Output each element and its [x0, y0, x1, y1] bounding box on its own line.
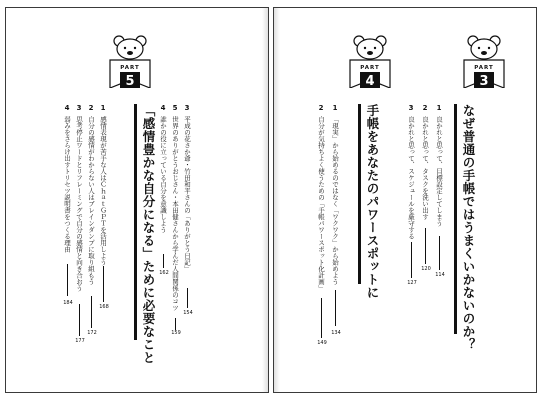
page-number: 168 — [99, 304, 109, 310]
item-number: 5 — [171, 104, 179, 112]
part3-badge — [460, 34, 508, 88]
item-text: 自分の感情がわからない人はブレインダンプに取り組もう — [87, 116, 95, 285]
toc-item[interactable] — [98, 104, 110, 314]
leader-line — [163, 254, 164, 268]
toc-item[interactable] — [182, 104, 194, 316]
item-text: 平成の花さか爺・竹田和平さんの「ありがとう日記」 — [183, 116, 191, 272]
item-number: 1 — [331, 104, 339, 112]
item-text: 感情表現が苦手な人はＣｈａｔＧＰＴを活用しよう — [99, 116, 107, 266]
item-number: 3 — [75, 104, 83, 112]
item-number: 2 — [317, 104, 325, 112]
item-text: 誰かの役に立っている自分を意識しよう — [159, 116, 167, 233]
item-number: 1 — [99, 104, 107, 112]
part4-title: 手帳をあなたのパワースポットに — [365, 104, 380, 299]
item-text: 良かれと思って、タスクを洗い出す — [421, 116, 429, 220]
leader-line — [91, 296, 92, 328]
toc-item[interactable] — [316, 104, 328, 354]
part-number: 3 — [479, 74, 489, 89]
left-page — [5, 7, 269, 393]
toc-item[interactable] — [74, 104, 86, 348]
page-number: 172 — [87, 330, 97, 336]
part5-badge — [106, 34, 154, 88]
page-number: 114 — [435, 272, 445, 278]
leader-line — [411, 242, 412, 278]
part4-title-bar — [358, 104, 380, 299]
toc-item[interactable] — [330, 104, 342, 348]
part-label: PART — [360, 65, 380, 71]
page-number: 162 — [159, 270, 169, 276]
part-label: PART — [120, 65, 140, 71]
part4-badge — [346, 34, 394, 88]
page-number: 184 — [63, 300, 73, 306]
part5-title-bar — [134, 104, 156, 364]
item-text: 良かれと思って、目標設定してしまう — [435, 116, 443, 227]
part-label: PART — [474, 65, 494, 71]
page-number: 177 — [75, 338, 85, 344]
leader-line — [425, 228, 426, 264]
toc-item[interactable] — [420, 104, 432, 284]
leader-line — [79, 304, 80, 336]
leader-line — [103, 266, 104, 302]
item-text: 「現実」から始めるのではなく「ワクワク」から始めよう — [331, 116, 339, 285]
page-number: 159 — [171, 330, 181, 336]
part-number: 4 — [365, 74, 375, 89]
toc-item[interactable] — [406, 104, 418, 294]
item-number: 3 — [183, 104, 191, 112]
item-number: 2 — [87, 104, 95, 112]
item-text: 弱みをさらけ出すトリセツ説明書をつくる理由 — [63, 116, 71, 253]
page-number: 120 — [421, 266, 431, 272]
leader-line — [439, 236, 440, 270]
leader-line — [321, 298, 322, 338]
toc-item[interactable] — [158, 104, 170, 284]
toc-item[interactable] — [62, 104, 74, 312]
toc-item[interactable] — [86, 104, 98, 336]
part-number: 5 — [125, 74, 135, 89]
leader-line — [187, 288, 188, 308]
item-number: 4 — [159, 104, 167, 112]
item-text: 世界のありがとうおじさん・本田健さんから学んだ人間関係のコツ — [171, 116, 179, 311]
item-number: 2 — [421, 104, 429, 112]
item-text: 良かれと思って、スケジュールを厳守する — [407, 116, 415, 240]
toc-item[interactable] — [170, 104, 182, 336]
item-number: 4 — [63, 104, 71, 112]
item-number: 1 — [435, 104, 443, 112]
item-text: 自分が気持ちよく使うための「手帳パワースポット化計画」 — [317, 116, 325, 292]
toc-item[interactable] — [434, 104, 446, 284]
page-number: 127 — [407, 280, 417, 286]
part3-title: なぜ普通の手帳ではうまくいかないのか？ — [461, 104, 476, 351]
item-text: 思考停止ワードとリフレーミングで自分の感情と向き合おう — [75, 116, 83, 292]
page-number: 149 — [317, 340, 327, 346]
item-number: 3 — [407, 104, 415, 112]
page-number: 154 — [183, 310, 193, 316]
leader-line — [175, 318, 176, 330]
part3-title-bar — [454, 104, 476, 351]
page-number: 134 — [331, 330, 341, 336]
leader-line — [67, 264, 68, 296]
right-page — [273, 7, 537, 393]
leader-line — [335, 290, 336, 326]
part5-title: 「感情豊かな自分になる」ために必要なこと — [141, 104, 156, 364]
